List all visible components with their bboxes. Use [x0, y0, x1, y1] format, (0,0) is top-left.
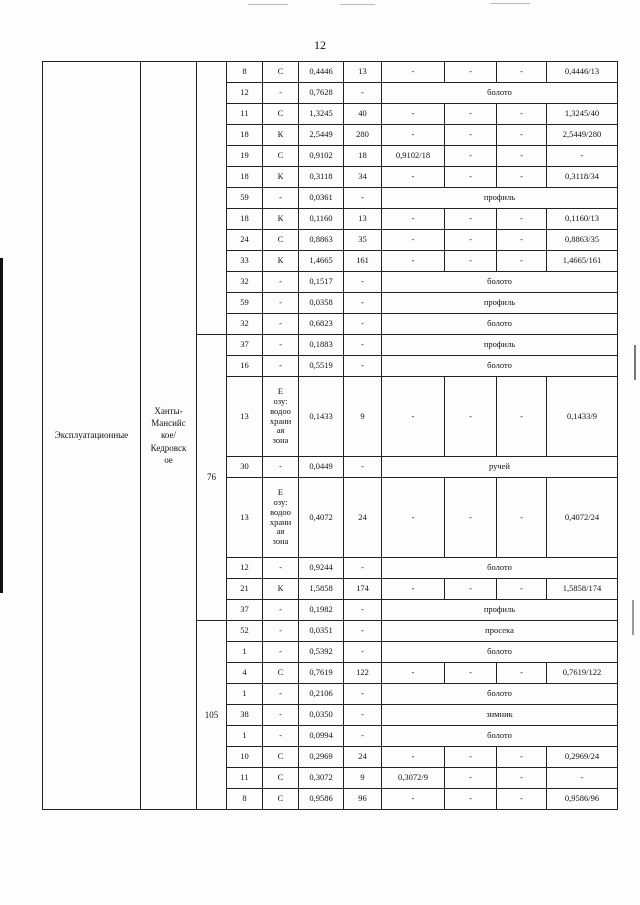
category-cell: К	[263, 209, 299, 230]
value-col-3: -	[497, 663, 547, 684]
vydel-cell: 21	[227, 579, 263, 600]
scan-edge-mark	[632, 600, 634, 635]
value-col-2: -	[445, 167, 497, 188]
land-type-cell: болото	[382, 684, 618, 705]
area-cell: 0,0361	[299, 188, 344, 209]
value-col-3: -	[497, 167, 547, 188]
category-cell: С	[263, 104, 299, 125]
age-cell: 96	[344, 789, 382, 810]
category-line: храни	[269, 516, 292, 527]
value-col-1: -	[382, 251, 445, 272]
land-type-cell: болото	[382, 642, 618, 663]
age-cell: -	[344, 726, 382, 747]
category-cell: С	[263, 747, 299, 768]
area-cell: 0,1883	[299, 335, 344, 356]
forest-type-cell: Эксплуатационные	[43, 62, 141, 810]
area-cell: 0,4446	[299, 62, 344, 83]
category-cell: -	[263, 335, 299, 356]
category-cell: -	[263, 726, 299, 747]
vydel-cell: 13	[227, 478, 263, 558]
age-cell: 13	[344, 62, 382, 83]
result-cell: 0,2969/24	[547, 747, 618, 768]
vydel-cell: 10	[227, 747, 263, 768]
value-col-2: -	[445, 230, 497, 251]
scan-edge-mark	[634, 345, 636, 380]
area-cell: 0,0351	[299, 621, 344, 642]
land-type-cell: зимник	[382, 705, 618, 726]
value-col-1: -	[382, 663, 445, 684]
vydel-cell: 32	[227, 314, 263, 335]
vydel-cell: 1	[227, 684, 263, 705]
forest-plot-table	[42, 61, 618, 810]
value-col-2: -	[445, 104, 497, 125]
page-number: 12	[314, 38, 326, 52]
vydel-cell: 16	[227, 356, 263, 377]
category-line: зона	[272, 536, 289, 547]
area-cell: 0,9586	[299, 789, 344, 810]
land-type-cell: профиль	[382, 335, 618, 356]
vydel-cell: 19	[227, 146, 263, 167]
value-col-3: -	[497, 478, 547, 558]
value-col-2: -	[445, 747, 497, 768]
category-cell	[263, 478, 299, 558]
age-cell: 35	[344, 230, 382, 251]
value-col-2: -	[445, 789, 497, 810]
vydel-cell: 32	[227, 272, 263, 293]
category-line: водоо	[270, 506, 291, 517]
age-cell: -	[344, 188, 382, 209]
value-col-1: 0,3072/9	[382, 768, 445, 789]
value-col-2: -	[445, 62, 497, 83]
vydel-cell: 30	[227, 457, 263, 478]
result-cell: 1,4665/161	[547, 251, 618, 272]
value-col-1: 0,9102/18	[382, 146, 445, 167]
category-cell: -	[263, 600, 299, 621]
category-line: ая	[276, 425, 285, 436]
vydel-cell: 59	[227, 293, 263, 314]
value-col-2: -	[445, 579, 497, 600]
category-line: озу:	[273, 395, 288, 406]
age-cell: -	[344, 314, 382, 335]
value-col-1: -	[382, 747, 445, 768]
area-cell: 0,1160	[299, 209, 344, 230]
value-col-1: -	[382, 478, 445, 558]
value-col-3: -	[497, 579, 547, 600]
land-type-cell: профиль	[382, 188, 618, 209]
value-col-3: -	[497, 209, 547, 230]
result-cell: 0,3118/34	[547, 167, 618, 188]
category-cell: К	[263, 579, 299, 600]
category-line: водоо	[270, 405, 291, 416]
age-cell: -	[344, 558, 382, 579]
category-cell: С	[263, 146, 299, 167]
category-cell: -	[263, 272, 299, 293]
value-col-3: -	[497, 146, 547, 167]
age-cell: 24	[344, 747, 382, 768]
category-line: Е	[277, 487, 284, 498]
vydel-cell: 8	[227, 789, 263, 810]
age-cell: -	[344, 83, 382, 104]
value-col-3: -	[497, 768, 547, 789]
vydel-cell: 12	[227, 558, 263, 579]
result-cell: 0,4446/13	[547, 62, 618, 83]
value-col-3: -	[497, 62, 547, 83]
result-cell: 1,3245/40	[547, 104, 618, 125]
scan-artifact	[340, 4, 375, 5]
district-line: Ханты-	[154, 406, 183, 417]
kvartal-cell: 76	[197, 335, 227, 621]
vydel-cell: 18	[227, 209, 263, 230]
category-cell: -	[263, 293, 299, 314]
value-col-1: -	[382, 167, 445, 188]
area-cell: 1,5858	[299, 579, 344, 600]
vydel-cell: 37	[227, 335, 263, 356]
age-cell: -	[344, 621, 382, 642]
district-line: ое	[164, 454, 173, 465]
result-cell: 0,1433/9	[547, 377, 618, 457]
age-cell: 280	[344, 125, 382, 146]
area-cell: 2,5449	[299, 125, 344, 146]
category-line: озу:	[273, 496, 288, 507]
result-cell: 0,7619/122	[547, 663, 618, 684]
value-col-1: -	[382, 230, 445, 251]
age-cell: 40	[344, 104, 382, 125]
area-cell: 0,5519	[299, 356, 344, 377]
area-cell: 0,3072	[299, 768, 344, 789]
value-col-1: -	[382, 579, 445, 600]
category-cell: -	[263, 705, 299, 726]
value-col-3: -	[497, 377, 547, 457]
vydel-cell: 24	[227, 230, 263, 251]
category-cell: С	[263, 768, 299, 789]
land-type-cell: болото	[382, 272, 618, 293]
value-col-2: -	[445, 146, 497, 167]
age-cell: 9	[344, 768, 382, 789]
age-cell: -	[344, 335, 382, 356]
vydel-cell: 1	[227, 726, 263, 747]
category-cell: К	[263, 251, 299, 272]
category-cell: С	[263, 230, 299, 251]
kvartal-cell: 105	[197, 621, 227, 810]
category-cell: К	[263, 125, 299, 146]
category-cell: -	[263, 457, 299, 478]
category-cell: -	[263, 188, 299, 209]
age-cell: -	[344, 684, 382, 705]
area-cell: 0,1982	[299, 600, 344, 621]
category-cell: С	[263, 62, 299, 83]
scan-artifact	[248, 4, 288, 5]
age-cell: -	[344, 356, 382, 377]
area-cell: 0,5392	[299, 642, 344, 663]
category-cell: -	[263, 642, 299, 663]
land-type-cell: болото	[382, 558, 618, 579]
area-cell: 0,7619	[299, 663, 344, 684]
result-cell: -	[547, 146, 618, 167]
scan-edge-mark	[0, 258, 3, 593]
category-line: ая	[276, 526, 285, 537]
kvartal-cell	[197, 62, 227, 335]
category-cell: -	[263, 684, 299, 705]
land-type-cell: болото	[382, 726, 618, 747]
category-cell: -	[263, 314, 299, 335]
category-cell	[263, 377, 299, 457]
value-col-2: -	[445, 125, 497, 146]
district-line: кое/	[160, 430, 177, 441]
area-cell: 0,6823	[299, 314, 344, 335]
value-col-2: -	[445, 768, 497, 789]
value-col-1: -	[382, 789, 445, 810]
district-line: Мансийс	[151, 418, 186, 429]
value-col-3: -	[497, 789, 547, 810]
vydel-cell: 13	[227, 377, 263, 457]
result-cell: 0,4072/24	[547, 478, 618, 558]
age-cell: 122	[344, 663, 382, 684]
vydel-cell: 33	[227, 251, 263, 272]
result-cell: 2,5449/280	[547, 125, 618, 146]
land-type-cell: просека	[382, 621, 618, 642]
age-cell: -	[344, 642, 382, 663]
age-cell: 161	[344, 251, 382, 272]
value-col-2: -	[445, 478, 497, 558]
age-cell: 9	[344, 377, 382, 457]
land-type-cell: болото	[382, 314, 618, 335]
area-cell: 1,4665	[299, 251, 344, 272]
land-type-cell: болото	[382, 356, 618, 377]
area-cell: 0,2969	[299, 747, 344, 768]
vydel-cell: 11	[227, 768, 263, 789]
age-cell: 34	[344, 167, 382, 188]
category-line: храни	[269, 415, 292, 426]
result-cell: 1,5858/174	[547, 579, 618, 600]
area-cell: 0,9244	[299, 558, 344, 579]
vydel-cell: 4	[227, 663, 263, 684]
value-col-3: -	[497, 125, 547, 146]
value-col-3: -	[497, 230, 547, 251]
value-col-3: -	[497, 251, 547, 272]
age-cell: -	[344, 457, 382, 478]
area-cell: 0,0449	[299, 457, 344, 478]
vydel-cell: 18	[227, 125, 263, 146]
age-cell: -	[344, 293, 382, 314]
vydel-cell: 1	[227, 642, 263, 663]
result-cell: 0,1160/13	[547, 209, 618, 230]
category-line: Е	[277, 386, 284, 397]
category-cell: -	[263, 558, 299, 579]
area-cell: 0,3118	[299, 167, 344, 188]
value-col-1: -	[382, 377, 445, 457]
vydel-cell: 11	[227, 104, 263, 125]
value-col-1: -	[382, 104, 445, 125]
vydel-cell: 12	[227, 83, 263, 104]
vydel-cell: 52	[227, 621, 263, 642]
district-line: Кедровск	[150, 442, 187, 453]
age-cell: 18	[344, 146, 382, 167]
vydel-cell: 59	[227, 188, 263, 209]
result-cell: -	[547, 768, 618, 789]
area-cell: 0,1433	[299, 377, 344, 457]
area-cell: 0,1517	[299, 272, 344, 293]
value-col-2: -	[445, 377, 497, 457]
age-cell: 174	[344, 579, 382, 600]
result-cell: 0,8863/35	[547, 230, 618, 251]
value-col-1: -	[382, 62, 445, 83]
value-col-3: -	[497, 104, 547, 125]
area-cell: 1,3245	[299, 104, 344, 125]
scan-artifact	[490, 3, 530, 4]
age-cell: -	[344, 272, 382, 293]
category-cell: С	[263, 789, 299, 810]
category-cell: -	[263, 83, 299, 104]
category-cell: -	[263, 356, 299, 377]
value-col-2: -	[445, 251, 497, 272]
district-cell	[141, 62, 197, 810]
category-cell: С	[263, 663, 299, 684]
category-line: зона	[272, 435, 289, 446]
value-col-1: -	[382, 125, 445, 146]
area-cell: 0,0994	[299, 726, 344, 747]
land-type-cell: ручей	[382, 457, 618, 478]
area-cell: 0,8863	[299, 230, 344, 251]
category-cell: -	[263, 621, 299, 642]
vydel-cell: 38	[227, 705, 263, 726]
land-type-cell: болото	[382, 83, 618, 104]
result-cell: 0,9586/96	[547, 789, 618, 810]
age-cell: -	[344, 600, 382, 621]
vydel-cell: 37	[227, 600, 263, 621]
value-col-1: -	[382, 209, 445, 230]
area-cell: 0,0358	[299, 293, 344, 314]
age-cell: 24	[344, 478, 382, 558]
value-col-2: -	[445, 209, 497, 230]
category-cell: К	[263, 167, 299, 188]
value-col-2: -	[445, 663, 497, 684]
area-cell: 0,2106	[299, 684, 344, 705]
table-row	[43, 62, 618, 83]
age-cell: -	[344, 705, 382, 726]
area-cell: 0,4072	[299, 478, 344, 558]
area-cell: 0,9102	[299, 146, 344, 167]
vydel-cell: 18	[227, 167, 263, 188]
area-cell: 0,7628	[299, 83, 344, 104]
value-col-3: -	[497, 747, 547, 768]
vydel-cell: 8	[227, 62, 263, 83]
age-cell: 13	[344, 209, 382, 230]
land-type-cell: профиль	[382, 600, 618, 621]
land-type-cell: профиль	[382, 293, 618, 314]
area-cell: 0,0350	[299, 705, 344, 726]
